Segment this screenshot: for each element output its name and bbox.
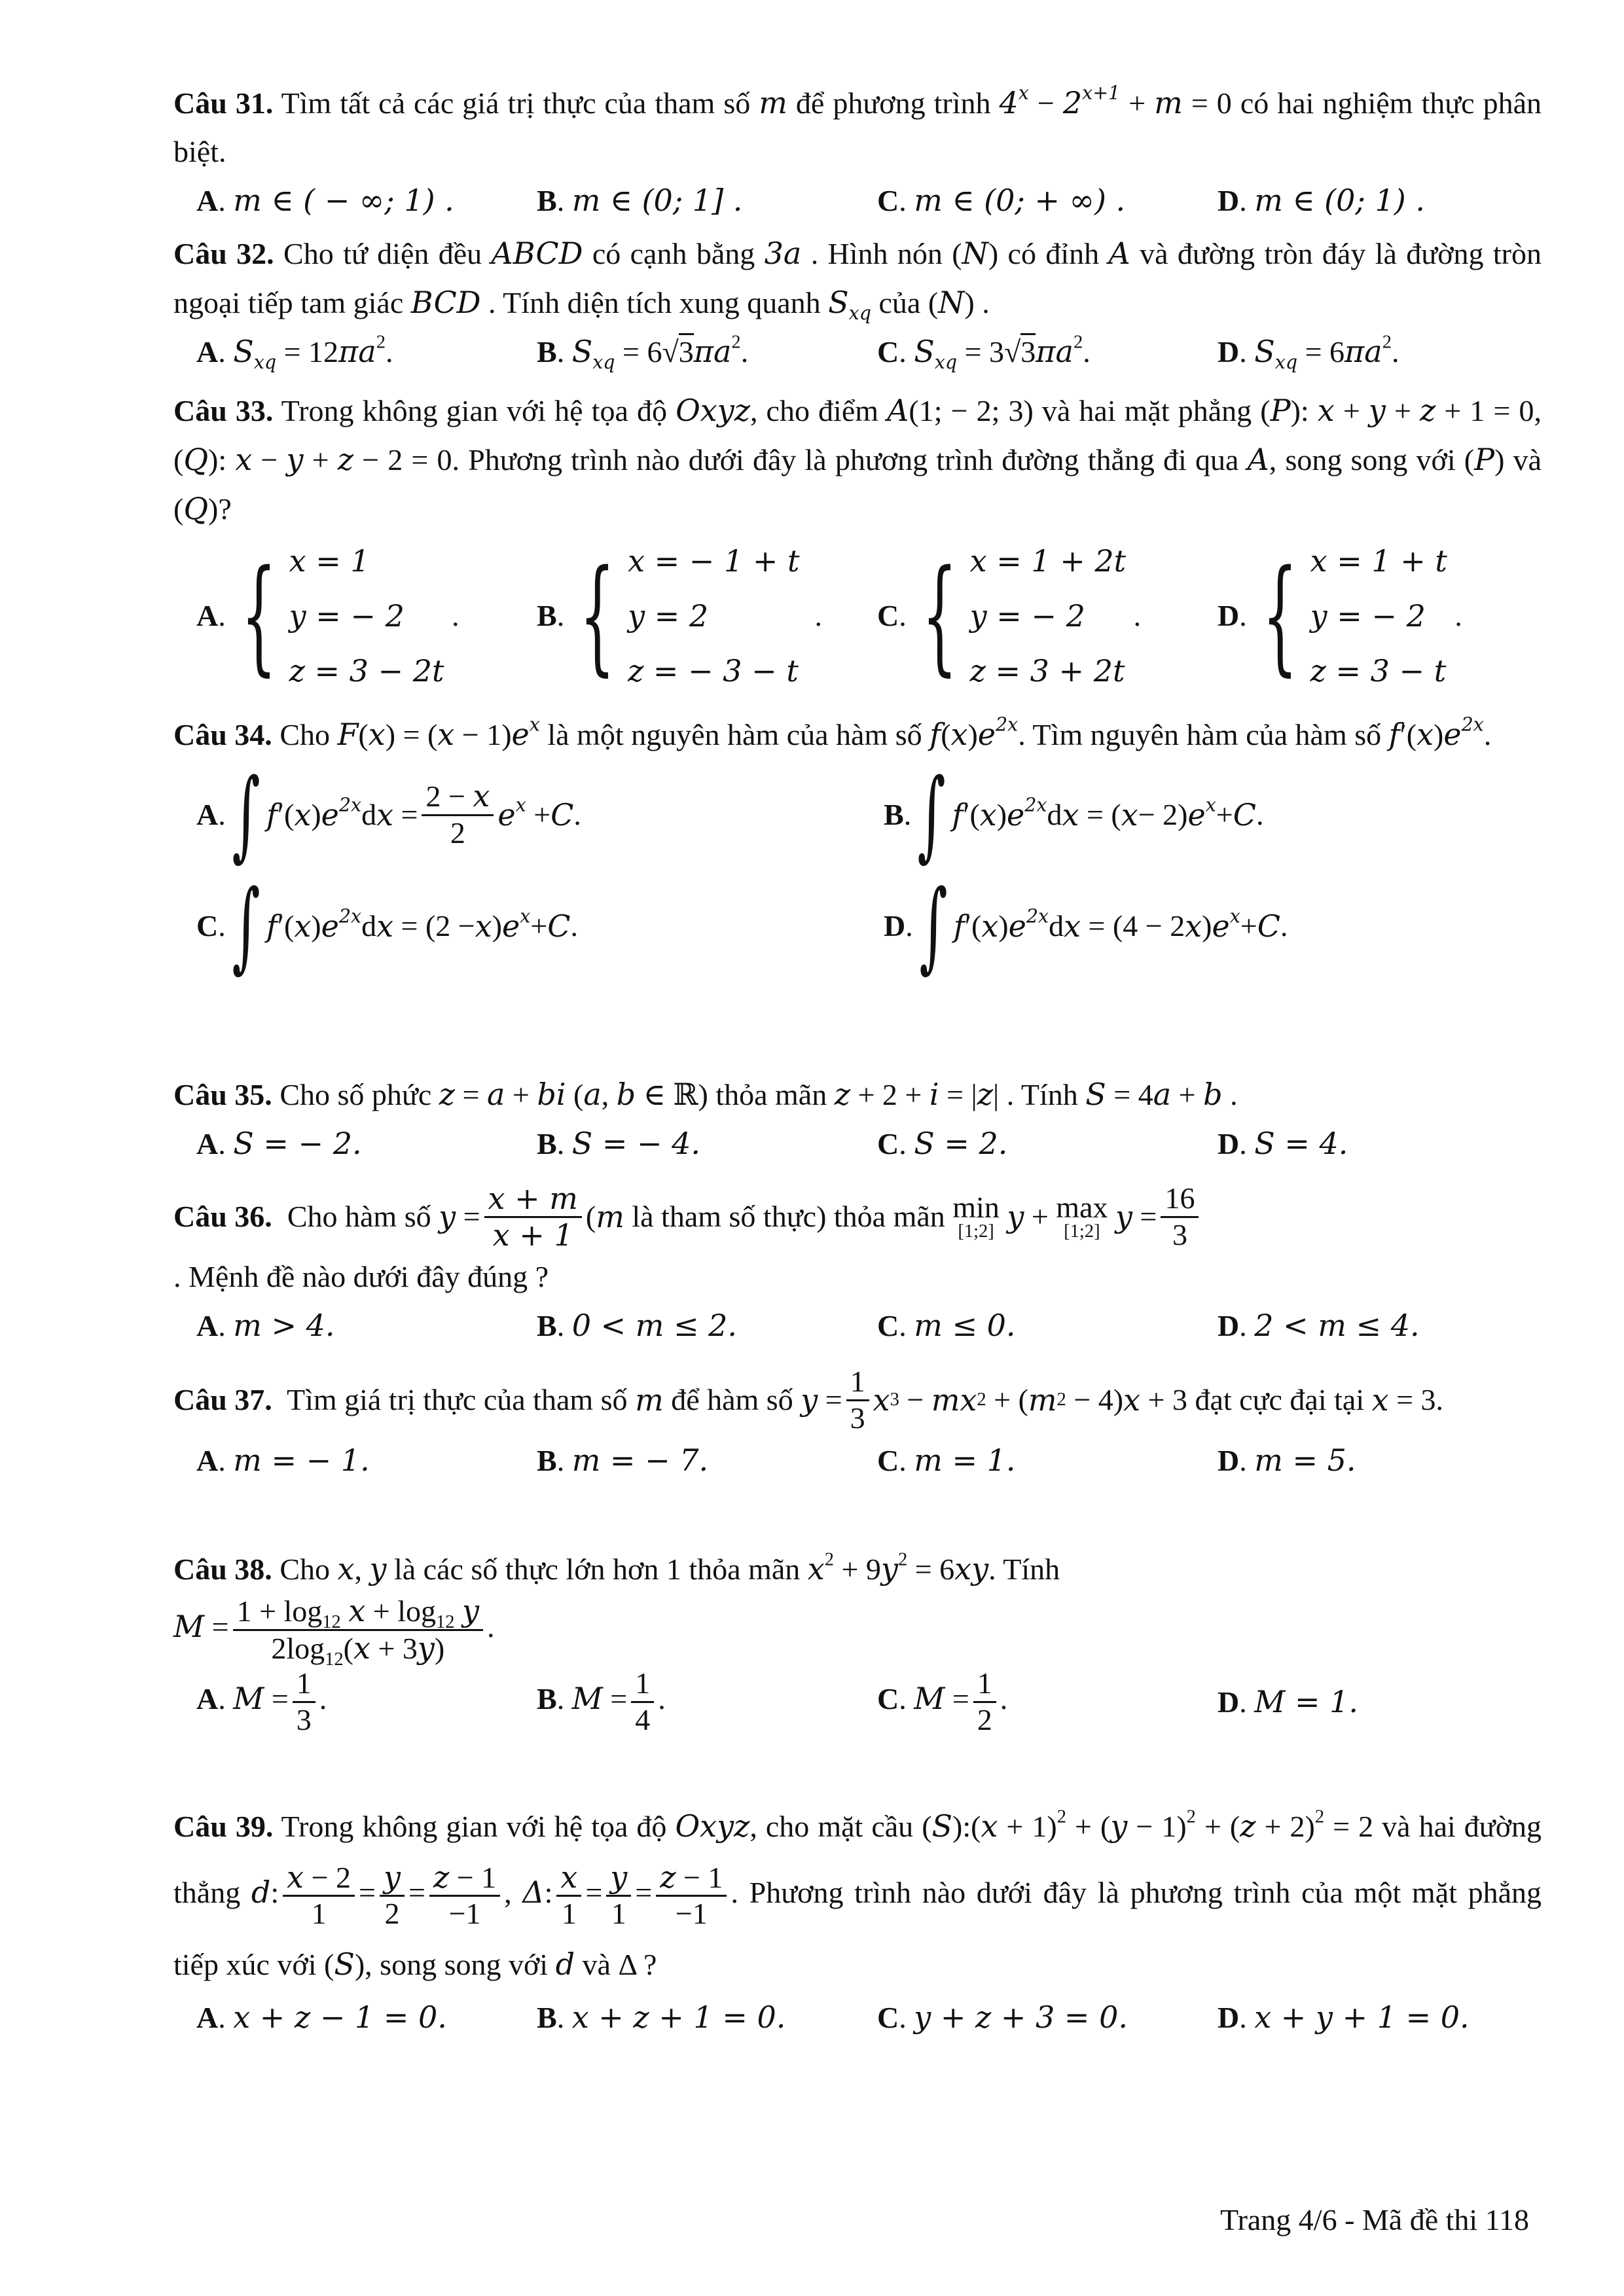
question-36: Câu 36. Cho hàm số y = x + m x + 1 ( m là tham số thực) thỏa mãn min [1;2] y + max [1;2] y = 16 3 . Mệnh đề nào dưới đây đúng ? A. m > 4. B. 0 < m ≤ 2. C. m ≤ 0. D. 2 < m ≤ 4.: [173, 1181, 1542, 1350]
question-text: Cho x, y là các số thực lớn hơn 1 thỏa mãn $x^2 + 9y^2 = 6xy$. Tính M = $\frac{1 + \log_{12} x + \log_{12} y}{2\log_{12}(x + 3y)}$ .: [173, 1549, 1060, 1670]
option-d: D. M = 1.: [1218, 1683, 1359, 1719]
option-c: C . ∫ f ′( x ) $e^{2x}$ d x = (2 − x ) $e^x$ + C .: [196, 869, 578, 983]
options: [196, 1998, 1542, 2037]
question-31: [173, 79, 1542, 225]
integral-icon: ∫: [232, 869, 261, 983]
option-b: B. 0 < m ≤ 2.: [537, 1307, 738, 1343]
option-c: C. M = $\frac{1}{2}$ .: [877, 1666, 1008, 1736]
question-number: Câu 33.: [173, 394, 274, 427]
option-c: C. m ≤ 0.: [877, 1307, 1016, 1343]
option-b: B. m ∈ (0; 1] .: [537, 183, 743, 218]
option-c: C . { x = 1 + 2t y = − 2 z = 3 + 2t .: [877, 543, 1142, 689]
options: [196, 176, 1542, 225]
option-c: C. m ∈ (0; + ∞) .: [877, 183, 1126, 218]
question-number: Câu 38.: [173, 1552, 272, 1586]
option-c: C. m = 1.: [877, 1442, 1016, 1478]
question-text: Cho $F(x) = (x - 1)e^x$ là một nguyên hàm của hàm số $f(x)e^{2x}$. Tìm nguyên hàm của hàm số $f'(x)e^{2x}$.: [280, 713, 1492, 752]
option-a: A. m > 4.: [196, 1307, 335, 1343]
page-footer: Trang 4/6 - Mã đề thi 118: [1220, 2203, 1529, 2236]
option-b: B . { x = − 1 + t y = 2 z = − 3 − t .: [537, 543, 823, 689]
question-32: [173, 229, 1542, 376]
question-text: Trong không gian với hệ tọa độ Oxyz, cho điểm A(1; − 2; 3) và hai mặt phẳng (P): x + y + z + 1 = 0, (Q): x − y + z − 2 = 0. Phương trình nào dưới đây là phương trình đường thẳng đi qua A, song song với (P) và (Q)?: [173, 393, 1542, 526]
option-c: C. $S_{xq} = 3√3\pi a^2$.: [877, 332, 1091, 373]
integral-icon: ∫: [232, 758, 261, 872]
option-d: D. x + y + 1 = 0.: [1218, 2000, 1470, 2036]
question-33: [173, 386, 1542, 698]
option-a: A . { x = 1 y = − 2 z = 3 − 2t .: [196, 543, 460, 689]
option-c: C. S = 2.: [877, 1126, 1008, 1161]
question-number: Câu 39.: [173, 1810, 274, 1843]
option-b: B . ∫ f ′( x ) $e^{2x}$ d x = ( x − 2) $e^x$ + C .: [884, 758, 1264, 872]
option-d: D. m = 5.: [1218, 1442, 1356, 1478]
option-d: D . { x = 1 + t y = − 2 z = 3 − t .: [1218, 543, 1462, 689]
options: [196, 327, 1542, 376]
question-number: Câu 35.: [173, 1078, 272, 1111]
question-37: Câu 37. Tìm giá trị thực của tham số m để hàm số y = 1 3 x 3 − mx 2 + ( m 2 − 4) x + 3 đạt cực đại tại x = 3. A. m = − 1. B. m = − 7. C. m = 1. D. m = 5.: [173, 1365, 1542, 1485]
integral-icon: ∫: [917, 758, 946, 872]
option-b: B. x + z + 1 = 0.: [537, 2000, 786, 2036]
option-a: A. m ∈ ( − ∞; 1) .: [196, 183, 454, 218]
option-b: B. m = − 7.: [537, 1442, 709, 1478]
brace-icon: {: [1261, 543, 1298, 688]
option-b: B. M = $\frac{1}{4}$ .: [537, 1666, 666, 1736]
options: [196, 1436, 1542, 1485]
question-number: Câu 37.: [173, 1383, 272, 1417]
option-a: A. S = − 2.: [196, 1126, 362, 1161]
options: [196, 533, 1542, 698]
question-number: Câu 34.: [173, 718, 272, 751]
question-34: [173, 710, 1542, 983]
question-number: Câu 36.: [173, 1200, 272, 1234]
options: [196, 869, 1542, 983]
option-a: A. $S_{xq} = 12\pi a^2$.: [196, 332, 393, 373]
question-38: [173, 1545, 1542, 1738]
option-d: D. $S_{xq} = 6\pi a^2$.: [1218, 332, 1399, 373]
question-text: Trong không gian với hệ tọa độ Oxyz, cho mặt cầu (S):(x + $1)^2 + (y - 1)^2 + (z + 2)^2 = 2$ và hai đường thẳng d: $\frac{x - 2}{1}$ = $\frac{y}{2}$ = $\frac{z - 1}{-1}$ , Δ: $\frac{x}{1}$ = $\frac{y}{1}$ = $\frac{z - 1}{-1}$ . Phương trình nào dưới đây là phương trình của một mặt phẳng tiếp xúc với (S), song song với d và Δ ?: [173, 1806, 1542, 1982]
option-d: D. m ∈ (0; 1) .: [1218, 183, 1425, 218]
option-a: A. M = $\frac{1}{3}$ .: [196, 1666, 327, 1736]
option-a: A. x + z − 1 = 0.: [196, 2000, 447, 2036]
options: [196, 1666, 1542, 1738]
question-39: [173, 1793, 1542, 2037]
option-d: D . ∫ f ′( x ) $e^{2x}$ d x = (4 − 2 x ) $e^x$ + C .: [884, 869, 1288, 983]
option-a: A. m = − 1.: [196, 1442, 370, 1478]
option-d: D. 2 < m ≤ 4.: [1218, 1307, 1420, 1343]
option-b: B. S = − 4.: [537, 1126, 701, 1161]
brace-icon: {: [579, 543, 615, 688]
integral-icon: ∫: [919, 869, 948, 983]
question-text: Cho tứ diện đều ABCD có cạnh bằng 3a . Hình nón (N) có đỉnh A và đường tròn đáy là đường tròn ngoại tiếp tam giác BCD . Tính diện tích xung quanh $S_{xq}$ của (N) .: [173, 236, 1542, 324]
question-text: Tìm tất cả các giá trị thực của tham số m để phương trình $4^x - 2^{x+1} + m = 0$ có hai nghiệm thực phân biệt.: [173, 82, 1542, 168]
question-text: Cho số phức z = a + bi (a, b ∈ ℝ) thỏa mãn z + 2 + i = |z| . Tính S = 4a + b .: [280, 1077, 1238, 1112]
option-d: D. S = 4.: [1218, 1126, 1348, 1161]
options: [196, 1119, 1542, 1168]
option-a: A . ∫ f ′( x ) $e^{2x}$ d x = $\frac{2 - x}{2}$ $e^x$ + C .: [196, 758, 581, 872]
question-number: Câu 31.: [173, 86, 274, 120]
options: [196, 758, 1542, 872]
brace-icon: {: [240, 543, 277, 688]
option-c: C. y + z + 3 = 0.: [877, 2000, 1128, 2036]
options: [196, 1301, 1542, 1350]
question-number: Câu 32.: [173, 237, 274, 270]
option-b: B. $S_{xq} = 6√3\pi a^2$.: [537, 332, 749, 373]
question-35: [173, 1070, 1542, 1168]
brace-icon: {: [921, 543, 958, 688]
